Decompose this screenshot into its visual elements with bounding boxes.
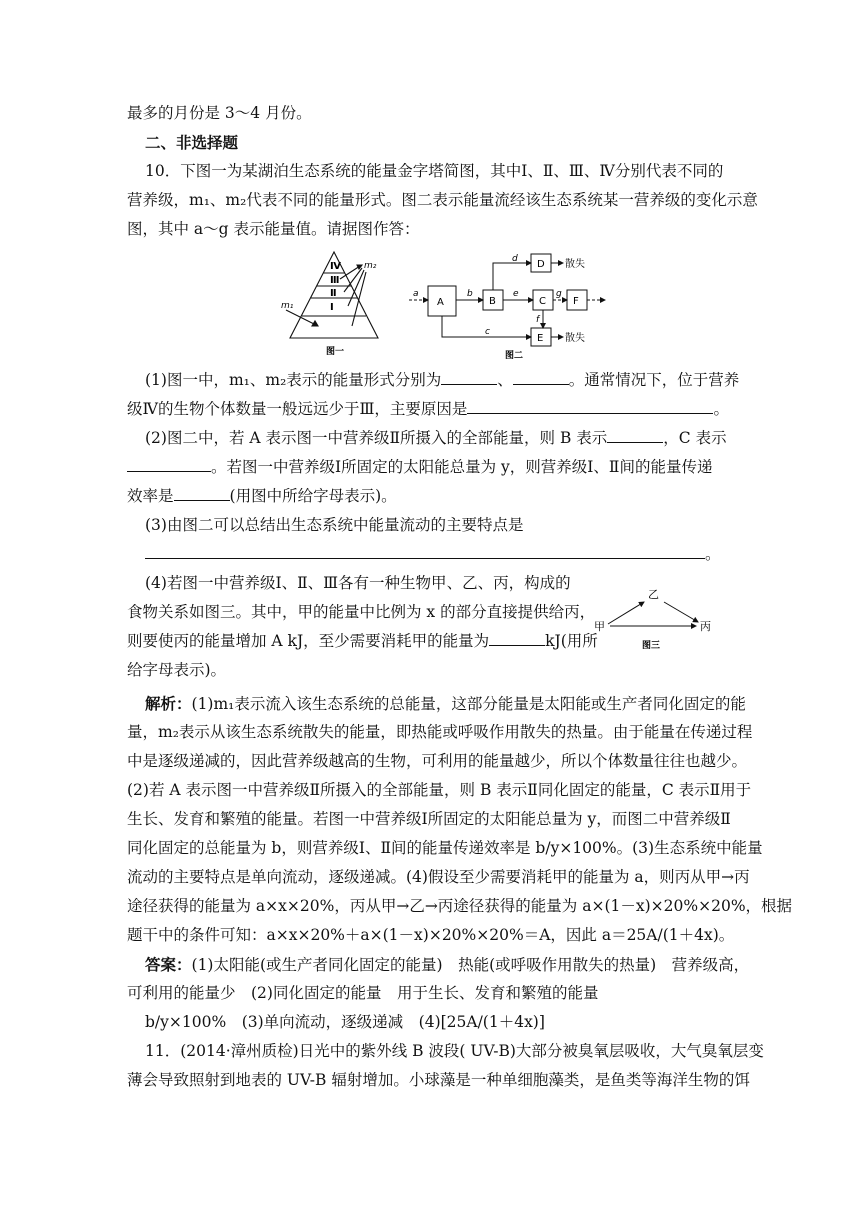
sub-question-1-cont: 级Ⅳ的生物个体数量一般远远少于Ⅲ，主要原因是 。 xyxy=(127,400,729,418)
text-line: 最多的月份是 3～4 月份。 xyxy=(127,104,312,122)
pyramid-level-1: Ⅰ xyxy=(330,302,334,313)
node-jia: 甲 xyxy=(594,620,605,633)
pyramid-level-2: Ⅱ xyxy=(330,288,337,299)
sub-question-4-cont: 给字母表示)。 xyxy=(127,661,227,679)
analysis-line: 流动的主要特点是单向流动，逐级递减。(4)假设至少需要消耗甲的能量为 a，则丙从甲→丙 xyxy=(127,868,750,886)
analysis-line: 题干中的条件可知：a×x×20%＋a×(1－x)×20%×20%＝A，因此 a＝25A/(1＋4x)。 xyxy=(127,926,735,944)
arrow-d: d xyxy=(512,254,518,264)
sub-question-4-cont: 食物关系如图三。其中，甲的能量中比例为 x 的部分直接提供给丙， xyxy=(127,603,596,621)
figure-energy-flow xyxy=(405,250,620,362)
arrow-f: f xyxy=(536,315,540,325)
question-10-line: 营养级，m₁、m₂代表不同的能量形式。图二表示能量流经该生态系统某一营养级的变化示意 xyxy=(127,191,758,209)
box-E: E xyxy=(537,333,544,344)
analysis-line: (2)若 A 表示图一中营养级Ⅱ所摄入的全部能量，则 B 表示Ⅱ同化固定的能量，C 表示Ⅱ用于 xyxy=(127,781,752,799)
question-10-line: 图，其中 a～g 表示能量值。请据图作答： xyxy=(127,220,420,238)
answer-line: 可利用的能量少 (2)同化固定的能量 用于生长、发育和繁殖的能量 xyxy=(127,984,599,1002)
box-F: F xyxy=(573,296,579,307)
figure1-caption: 图一 xyxy=(326,347,345,357)
loss-label-top: 散失 xyxy=(565,259,585,270)
sub-question-2: (2)图二中，若 A 表示图一中营养级Ⅱ所摄入的全部能量，则 B 表示 ，C 表示 xyxy=(145,429,727,447)
box-C: C xyxy=(539,296,546,307)
analysis-line: 解析：(1)m₁表示流入该生态系统的总能量，这部分能量是太阳能或生产者同化固定的能 xyxy=(145,694,746,713)
question-11-line: 11．(2014·漳州质检)日光中的紫外线 B 波段( UV-B)大部分被臭氧层吸收，大气臭氧层变 xyxy=(145,1042,764,1060)
sub-question-2-cont: 。若图一中营养级Ⅰ所固定的太阳能总量为 y，则营养级Ⅰ、Ⅱ间的能量传递 xyxy=(127,453,737,482)
figure-energy-pyramid xyxy=(278,246,390,362)
box-A: A xyxy=(437,297,444,308)
sub-question-3-cont: 。 xyxy=(145,540,755,569)
sub-question-2-cont: 效率是 (用图中所给字母表示)。 xyxy=(127,487,397,505)
arrow-a: a xyxy=(413,289,419,299)
analysis-line: 生长、发育和繁殖的能量。若图一中营养级Ⅰ所固定的太阳能总量为 y，而图二中营养级Ⅱ xyxy=(127,810,731,828)
arrow-g: g xyxy=(556,289,562,299)
analysis-line: 途径获得的能量为 a×x×20%，丙从甲→乙→丙途径获得的能量为 a×(1－x)×20%×20%，根据 xyxy=(127,897,793,915)
sub-question-3: (3)由图二可以总结出生态系统中能量流动的主要特点是 xyxy=(145,516,524,534)
node-yi: 乙 xyxy=(648,588,659,601)
sub-question-4-cont: 则要使丙的能量增加 A kJ，至少需要消耗甲的能量为 kJ(用所 xyxy=(127,632,598,650)
node-bing: 丙 xyxy=(700,620,711,633)
pyramid-level-4: Ⅳ xyxy=(330,261,341,272)
figure2-caption: 图二 xyxy=(505,351,524,361)
pyramid-label-m2: m₂ xyxy=(364,261,377,271)
answer-line: 答案：(1)太阳能(或生产者同化固定的能量) 热能(或呼吸作用散失的热量) 营养级高， xyxy=(145,955,750,974)
question-11-line: 薄会导致照射到地表的 UV-B 辐射增加。小球藻是一种单细胞藻类，是鱼类等海洋生物的饵 xyxy=(127,1071,750,1089)
arrow-c: c xyxy=(485,327,490,337)
pyramid-level-3: Ⅲ xyxy=(330,275,340,286)
arrow-e: e xyxy=(513,289,519,299)
loss-label-bottom: 散失 xyxy=(565,333,585,344)
question-10-line: 10．下图一为某湖泊生态系统的能量金字塔简图，其中Ⅰ、Ⅱ、Ⅲ、Ⅳ分别代表不同的 xyxy=(145,162,724,180)
answer-line: b/y×100% (3)单向流动，逐级递减 (4)[25A/(1＋4x)] xyxy=(145,1013,545,1031)
sub-question-4: (4)若图一中营养级Ⅰ、Ⅱ、Ⅲ各有一种生物甲、乙、丙，构成的 xyxy=(145,574,571,592)
arrow-b: b xyxy=(467,289,473,299)
box-B: B xyxy=(489,296,496,307)
analysis-line: 中是逐级递减的，因此营养级越高的生物，可利用的能量越少，所以个体数量往往也越少。 xyxy=(127,752,748,770)
analysis-line: 量，m₂表示从该生态系统散失的能量，即热能或呼吸作用散失的热量。由于能量在传递过程 xyxy=(127,723,753,741)
figure3-caption: 图三 xyxy=(642,641,661,651)
figure-food-web xyxy=(594,584,724,654)
pyramid-label-m1: m₁ xyxy=(281,301,294,311)
sub-question-1: (1)图一中，m₁、m₂表示的能量形式分别为 、 。通常情况下，位于营养 xyxy=(145,371,740,389)
box-D: D xyxy=(537,259,545,270)
section-heading: 二、非选择题 xyxy=(145,133,239,152)
analysis-line: 同化固定的总能量为 b，则营养级Ⅰ、Ⅱ间的能量传递效率是 b/y×100%。(3)生态系统中能量 xyxy=(127,839,763,857)
